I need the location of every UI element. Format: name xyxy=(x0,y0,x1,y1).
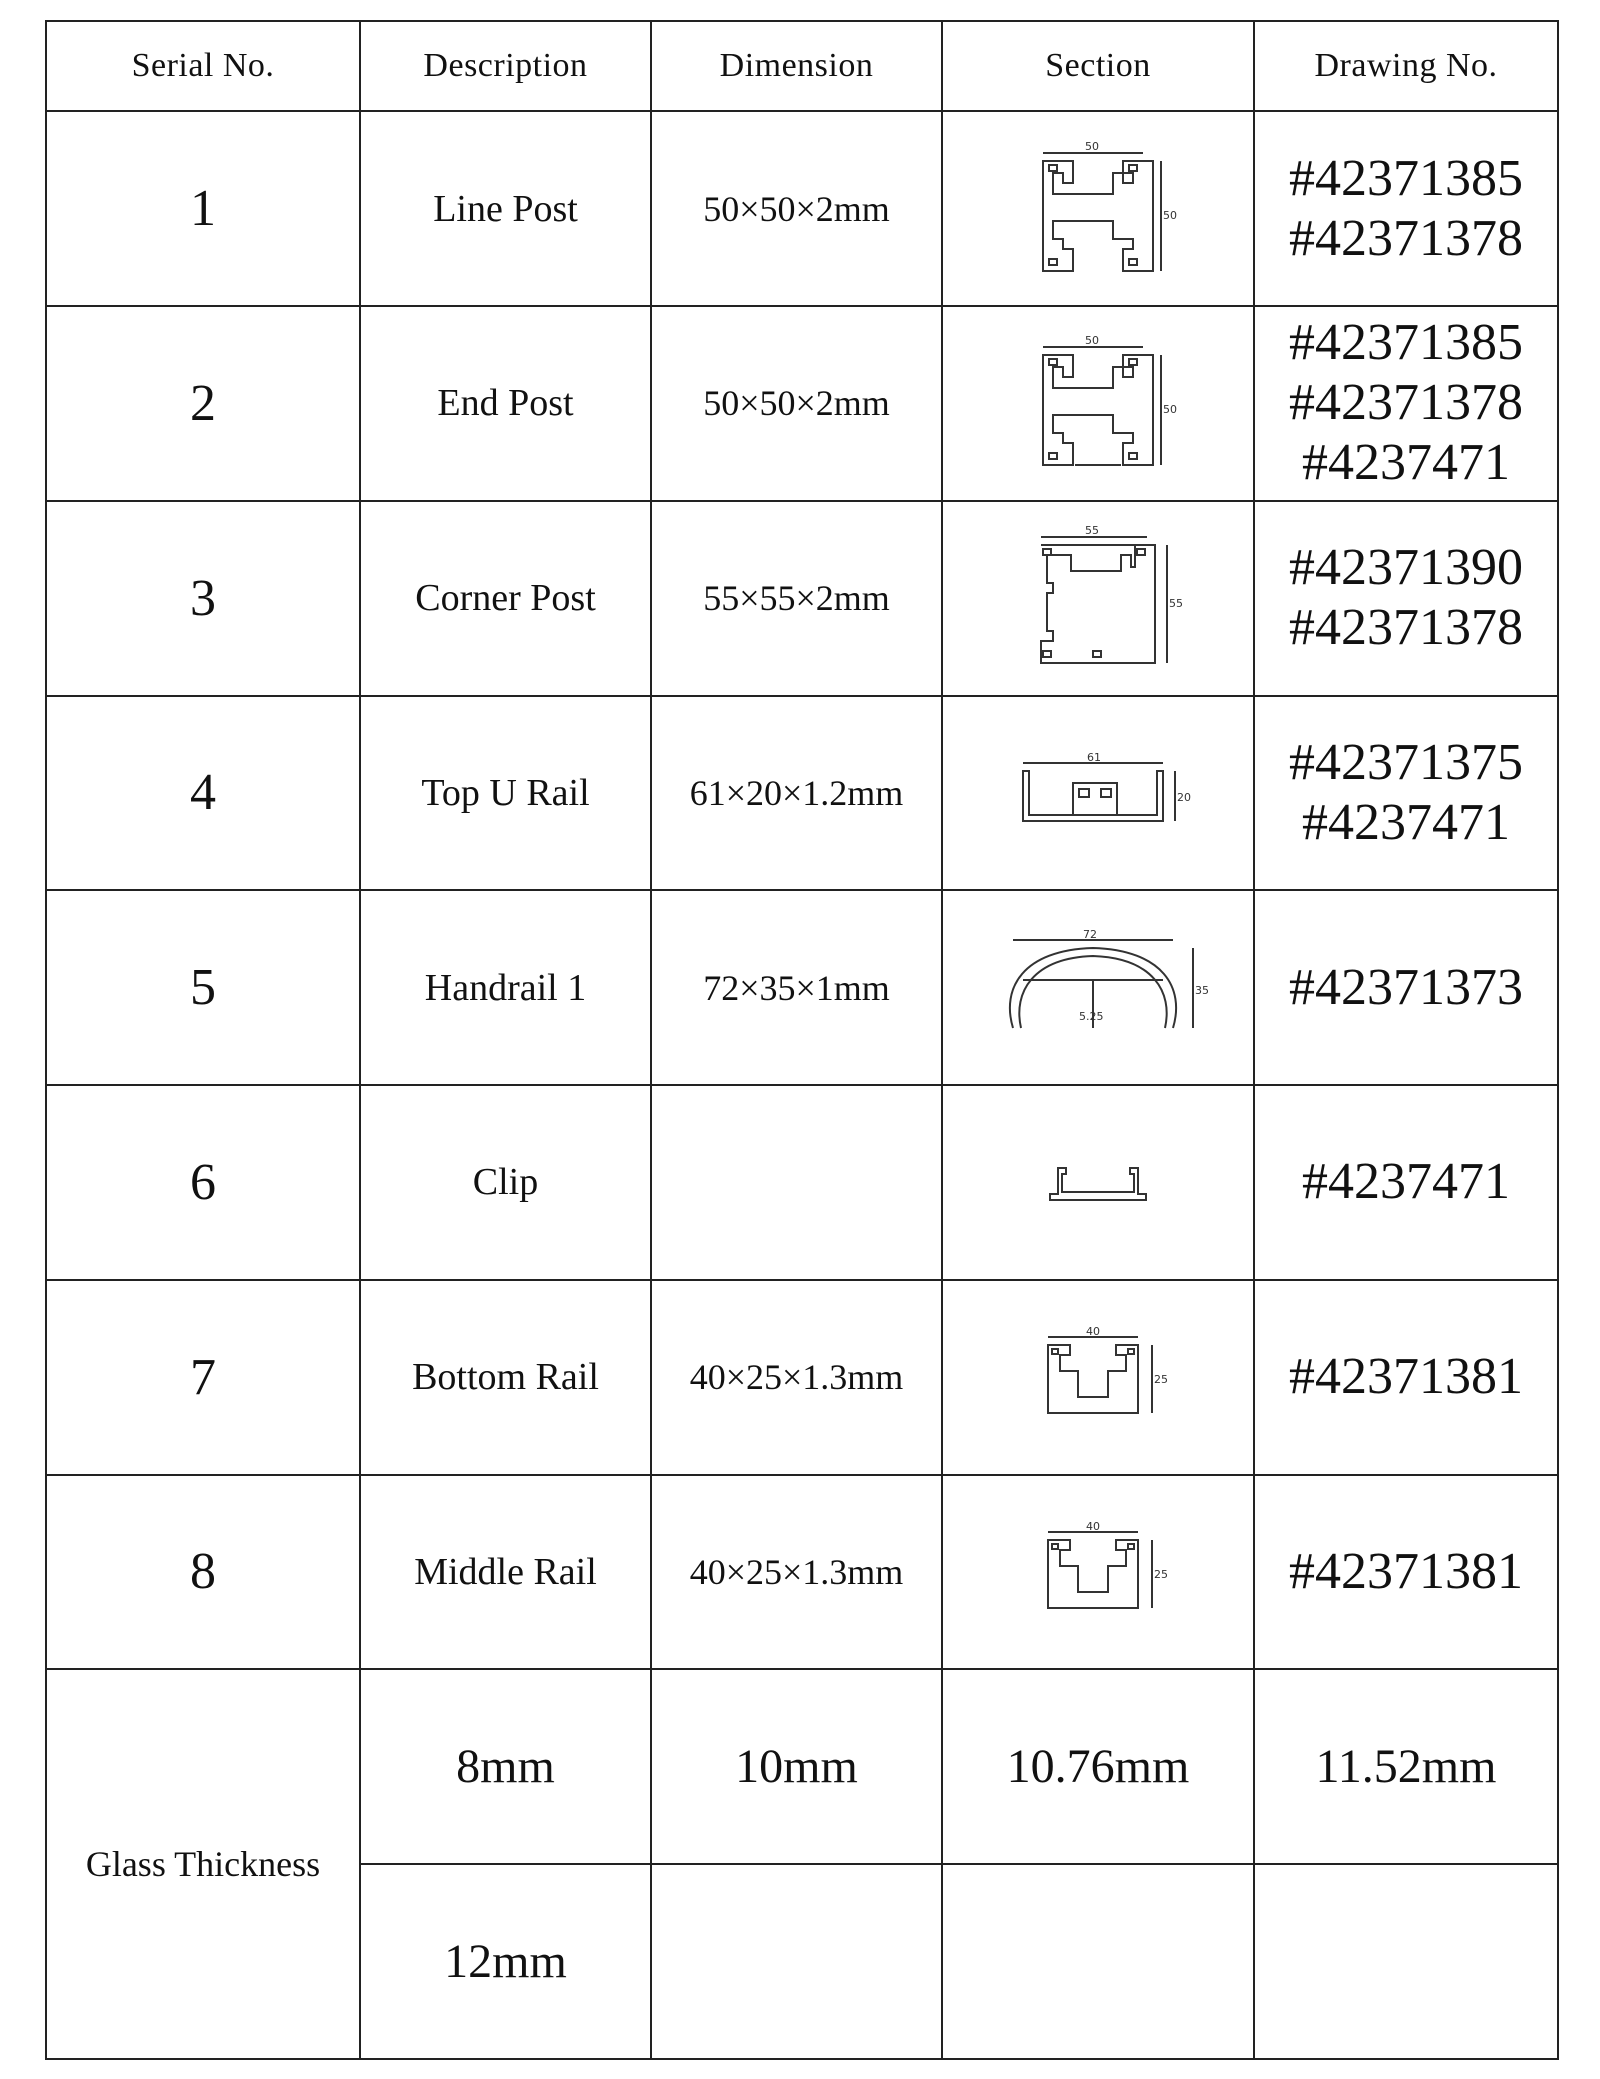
drawing-number-cell xyxy=(1254,1475,1558,1670)
table-row xyxy=(46,1085,1558,1280)
serial-cell: 4 xyxy=(46,696,360,891)
table-row xyxy=(46,696,1558,891)
svg-text:50: 50 xyxy=(1163,208,1177,222)
header-drawing: Drawing No. xyxy=(1254,21,1558,111)
drawing-number-cell xyxy=(1254,501,1558,696)
svg-text:40: 40 xyxy=(1086,1521,1100,1533)
svg-text:35: 35 xyxy=(1195,983,1209,997)
dimension-cell: 61×20×1.2mm xyxy=(651,696,942,891)
table-row xyxy=(46,111,1558,306)
header-description: Description xyxy=(360,21,651,111)
drawing-number-cell xyxy=(1254,696,1558,891)
header-dimension: Dimension xyxy=(651,21,942,111)
channel-profile-icon xyxy=(1028,1522,1168,1622)
svg-text:20: 20 xyxy=(1177,790,1191,804)
svg-text:55: 55 xyxy=(1085,524,1099,538)
section-cell xyxy=(942,1280,1254,1475)
empty-cell xyxy=(1254,1864,1558,2059)
description-cell: Clip xyxy=(360,1085,651,1280)
svg-text:25: 25 xyxy=(1154,1373,1168,1387)
section-cell xyxy=(942,696,1254,891)
dimension-cell: 40×25×1.3mm xyxy=(651,1280,942,1475)
glass-thickness-value: 10mm xyxy=(651,1669,942,1864)
dimension-cell: 55×55×2mm xyxy=(651,501,942,696)
drawing-number-cell xyxy=(1254,1085,1558,1280)
description-cell: Corner Post xyxy=(360,501,651,696)
glass-thickness-value: 12mm xyxy=(360,1864,651,2059)
svg-text:61: 61 xyxy=(1087,752,1101,764)
h-profile-icon xyxy=(1013,333,1183,473)
svg-text:50: 50 xyxy=(1163,403,1177,417)
drawing-number: #42371390 xyxy=(1289,539,1523,597)
svg-text:50: 50 xyxy=(1085,334,1099,348)
description-cell: Top U Rail xyxy=(360,696,651,891)
drawing-number: #4237471 xyxy=(1302,793,1510,851)
dimension-cell xyxy=(651,1085,942,1280)
h-profile-icon xyxy=(1013,139,1183,279)
drawing-number-cell xyxy=(1254,1280,1558,1475)
table-row xyxy=(46,890,1558,1085)
glass-thickness-value: 10.76mm xyxy=(942,1669,1254,1864)
drawing-number: #4237471 xyxy=(1302,1153,1510,1211)
drawing-number-cell xyxy=(1254,306,1558,501)
svg-text:55: 55 xyxy=(1169,597,1183,611)
svg-text:5.25: 5.25 xyxy=(1079,1009,1104,1023)
dimension-cell: 72×35×1mm xyxy=(651,890,942,1085)
drawing-number: #42371385 xyxy=(1289,314,1523,372)
description-cell: Middle Rail xyxy=(360,1475,651,1670)
section-cell xyxy=(942,111,1254,306)
drawing-number-cell xyxy=(1254,111,1558,306)
glass-thickness-label: Glass Thickness xyxy=(46,1669,360,2059)
description-cell: Handrail 1 xyxy=(360,890,651,1085)
header-row xyxy=(46,21,1558,111)
svg-text:40: 40 xyxy=(1086,1327,1100,1339)
section-cell xyxy=(942,306,1254,501)
section-cell xyxy=(942,890,1254,1085)
serial-cell: 8 xyxy=(46,1475,360,1670)
u-rail-profile-icon xyxy=(1003,753,1193,833)
section-cell xyxy=(942,1085,1254,1280)
header-serial: Serial No. xyxy=(46,21,360,111)
drawing-number: #42371381 xyxy=(1289,1348,1523,1406)
table-row xyxy=(46,306,1558,501)
drawing-number: #42371375 xyxy=(1289,733,1523,791)
handrail-profile-icon xyxy=(983,928,1213,1048)
svg-text:50: 50 xyxy=(1085,139,1099,153)
drawing-number: #42371378 xyxy=(1289,209,1523,267)
drawing-number: #42371378 xyxy=(1289,374,1523,432)
header-section: Section xyxy=(942,21,1254,111)
corner-profile-icon xyxy=(1013,523,1183,673)
serial-cell: 3 xyxy=(46,501,360,696)
dimension-cell: 40×25×1.3mm xyxy=(651,1475,942,1670)
table-row xyxy=(46,1280,1558,1475)
serial-cell: 6 xyxy=(46,1085,360,1280)
drawing-number: #42371373 xyxy=(1289,958,1523,1016)
description-cell: Bottom Rail xyxy=(360,1280,651,1475)
glass-thickness-value: 8mm xyxy=(360,1669,651,1864)
empty-cell xyxy=(942,1864,1254,2059)
section-cell xyxy=(942,1475,1254,1670)
description-cell: Line Post xyxy=(360,111,651,306)
channel-profile-icon xyxy=(1028,1327,1168,1427)
drawing-number: #42371385 xyxy=(1289,149,1523,207)
serial-cell: 7 xyxy=(46,1280,360,1475)
svg-text:72: 72 xyxy=(1083,927,1097,941)
section-cell xyxy=(942,501,1254,696)
profile-spec-table xyxy=(45,20,1559,2060)
glass-thickness-row xyxy=(46,1669,1558,1864)
drawing-number-cell xyxy=(1254,890,1558,1085)
dimension-cell: 50×50×2mm xyxy=(651,111,942,306)
empty-cell xyxy=(651,1864,942,2059)
clip-profile-icon xyxy=(1038,1152,1158,1212)
description-cell: End Post xyxy=(360,306,651,501)
dimension-cell: 50×50×2mm xyxy=(651,306,942,501)
svg-text:25: 25 xyxy=(1154,1567,1168,1581)
table-row xyxy=(46,501,1558,696)
glass-thickness-value: 11.52mm xyxy=(1254,1669,1558,1864)
serial-cell: 5 xyxy=(46,890,360,1085)
drawing-number: #42371381 xyxy=(1289,1542,1523,1600)
table-row xyxy=(46,1475,1558,1670)
serial-cell: 1 xyxy=(46,111,360,306)
drawing-number: #4237471 xyxy=(1302,434,1510,492)
serial-cell: 2 xyxy=(46,306,360,501)
drawing-number: #42371378 xyxy=(1289,599,1523,657)
